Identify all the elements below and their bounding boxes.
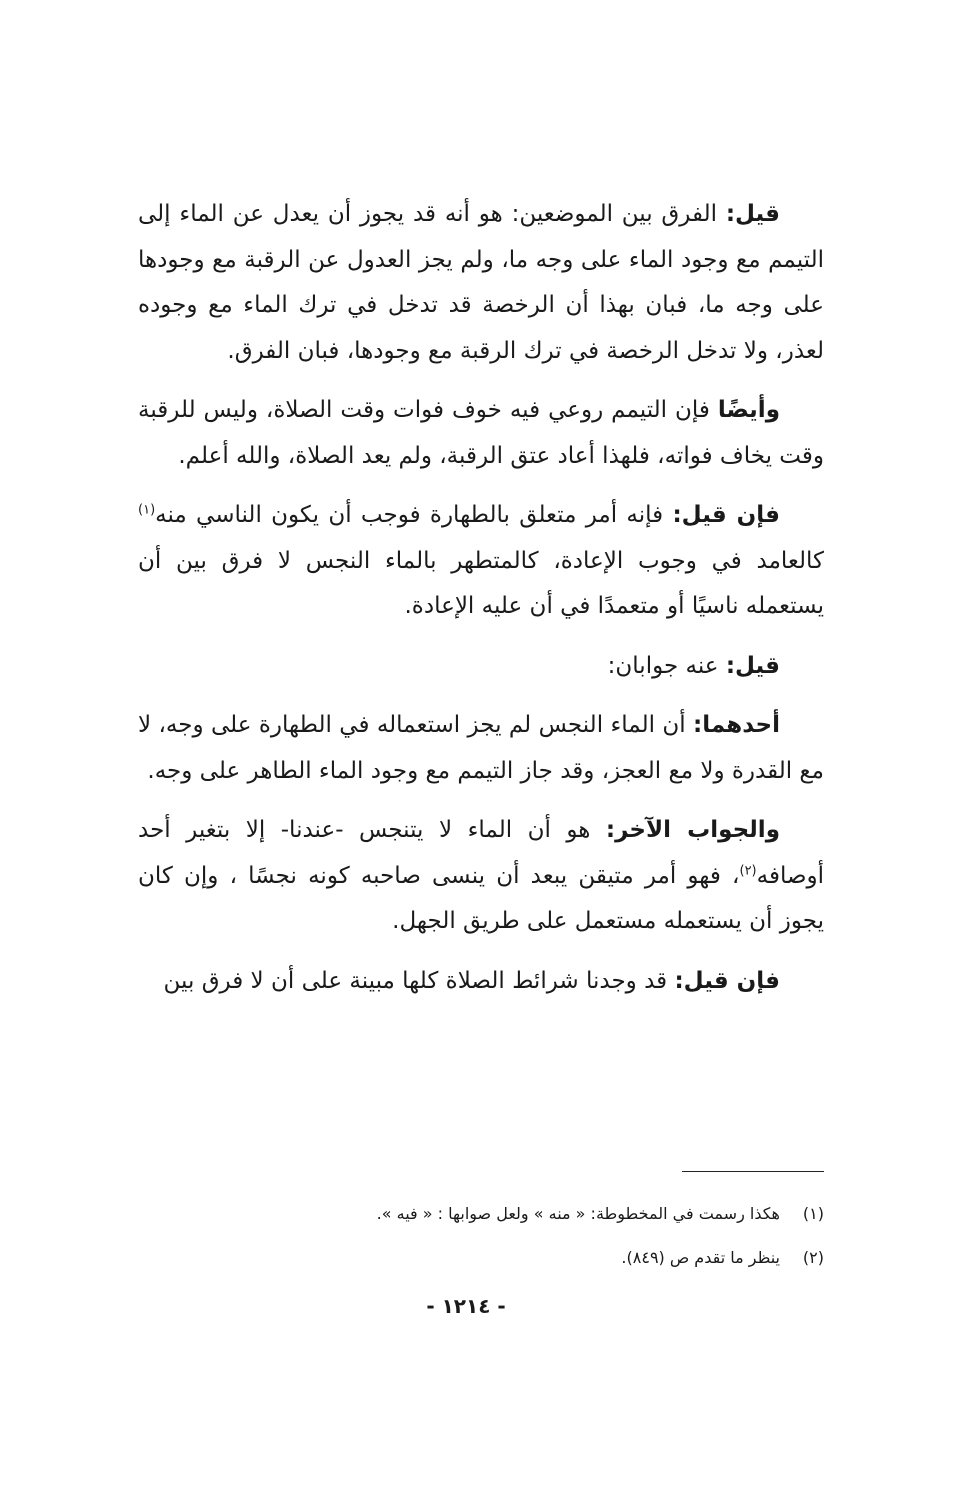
paragraph-3 (138, 493, 824, 630)
footnote-1 (138, 1203, 824, 1225)
paragraph-1 (138, 192, 824, 374)
paragraph-body: قد وجدنا شرائط الصلاة كلها مبينة على أن لا فرق بين (163, 967, 675, 994)
paragraph-lead: أحدهما: (693, 712, 780, 738)
paragraph-5 (138, 703, 824, 794)
paragraph-7 (138, 959, 824, 1005)
paragraph-body: فإن التيمم روعي فيه خوف فوات وقت الصلاة، وليس للرقبة وقت يخاف فواته، فلهذا أعاد عتق الرقبة، ولم يعد الصلاة، والله أعلم. (138, 397, 824, 469)
paragraph-lead: والجواب الآخر: (605, 817, 780, 843)
footnote-text: هكذا رسمت في المخطوطة: « منه » ولعل صوابها : « فيه ». (376, 1204, 780, 1223)
paragraph-body: فإنه أمر متعلق بالطهارة فوجب أن يكون الناسي منه (155, 502, 673, 528)
paragraph-6 (138, 808, 824, 945)
page-number: - ١٢١٤ - (426, 1294, 506, 1318)
paragraph-body: عنه جوابان: (607, 652, 726, 679)
paragraph-body: الفرق بين الموضعين: هو أنه قد يجوز أن يعدل عن الماء إلى التيمم مع وجود الماء على وجه ما، ولم يجز العدول عن الرقبة مع وجودها على وجه ما، فبان بهذا أن الرخصة قد تدخل في ترك الماء مع وجوده لعذر، ولا تدخل الرخصة في ترك الرقبة مع وجودها، فبان الفرق. (138, 201, 824, 364)
paragraph-lead: قيل: (725, 201, 780, 227)
paragraph-2 (138, 388, 824, 479)
paragraph-body-continued: كالعامد في وجوب الإعادة، كالمتطهر بالماء النجس لا فرق بين أن يستعمله ناسيًا أو متعمدًا في أن عليه الإعادة. (138, 547, 824, 619)
footnote-number: (٢) (802, 1248, 824, 1267)
paragraph-4 (138, 644, 824, 690)
paragraph-body: أن الماء النجس لم يجز استعماله في الطهارة على وجه، لا مع القدرة ولا مع العجز، وقد جاز التيمم مع وجود الماء الطاهر على وجه. (138, 712, 824, 784)
paragraph-body: هو أن الماء لا يتنجس -عندنا- إلا بتغير أحد أوصافه (138, 817, 824, 889)
footnotes (138, 1203, 824, 1291)
footnote-ref-2[interactable]: (٢) (739, 862, 757, 878)
footnote-ref-1[interactable]: (١) (138, 502, 156, 518)
footnote-number: (١) (802, 1204, 824, 1223)
paragraph-lead: وأيضًا (717, 397, 780, 423)
paragraph-lead: فإن قيل: (672, 502, 780, 528)
footnote-divider (682, 1171, 824, 1172)
paragraph-lead: قيل: (725, 652, 780, 679)
main-text (138, 192, 824, 1018)
paragraph-body-continued: ، فهو أمر متيقن يبعد أن ينسى صاحبه كونه نجسًا ، وإن كان يجوز أن يستعمله مستعمل على طريق الجهل. (138, 862, 824, 934)
footnote-2 (138, 1247, 824, 1269)
paragraph-lead: فإن قيل: (674, 967, 780, 994)
footnote-text: ينظر ما تقدم ص (٨٤٩). (621, 1248, 780, 1267)
